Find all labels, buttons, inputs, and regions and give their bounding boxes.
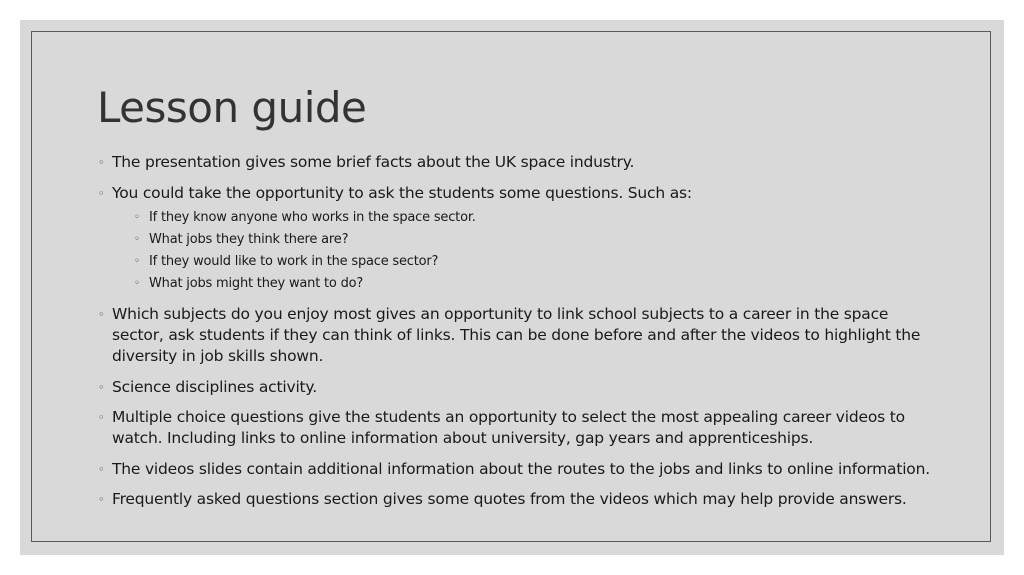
bullet-circle-icon: ◦ bbox=[98, 156, 105, 169]
bullet-item bbox=[98, 377, 938, 398]
bullet-text: You could take the opportunity to ask the students some questions. Such as: bbox=[112, 183, 692, 202]
sub-bullet-circle-icon: ◦ bbox=[134, 277, 140, 289]
bullet-circle-icon: ◦ bbox=[98, 186, 105, 200]
bullet-item bbox=[98, 407, 938, 449]
sub-bullet-list bbox=[112, 207, 938, 295]
sub-bullet-text: What jobs they think there are? bbox=[149, 231, 349, 247]
bullet-text: Frequently asked questions section gives some quotes from the videos which may help provide answers. bbox=[112, 490, 907, 508]
bullet-circle-icon: ◦ bbox=[98, 462, 105, 476]
sub-bullet-text: If they know anyone who works in the space sector. bbox=[149, 209, 476, 225]
slide-body bbox=[98, 152, 938, 520]
sub-bullet-item bbox=[126, 273, 938, 295]
sub-bullet-item bbox=[126, 229, 938, 251]
bullet-text: Multiple choice questions give the students an opportunity to select the most appealing career videos to watch. Including links to online information about university, gap years and apprenticeships. bbox=[112, 408, 905, 447]
sub-bullet-item bbox=[126, 251, 938, 273]
bullet-circle-icon: ◦ bbox=[98, 493, 105, 506]
bullet-circle-icon: ◦ bbox=[98, 380, 105, 394]
sub-bullet-text: What jobs might they want to do? bbox=[149, 275, 364, 291]
bullet-circle-icon: ◦ bbox=[98, 411, 105, 424]
bullet-text: The presentation gives some brief facts about the UK space industry. bbox=[112, 153, 635, 171]
bullet-circle-icon: ◦ bbox=[98, 308, 105, 321]
sub-bullet-circle-icon: ◦ bbox=[134, 255, 140, 267]
slide-title: Lesson guide bbox=[97, 83, 367, 132]
bullet-list bbox=[98, 152, 938, 510]
bullet-item bbox=[98, 459, 938, 480]
sub-bullet-text: If they would like to work in the space sector? bbox=[149, 253, 439, 269]
sub-bullet-circle-icon: ◦ bbox=[134, 211, 140, 223]
bullet-item bbox=[98, 489, 938, 510]
bullet-item bbox=[98, 183, 938, 295]
bullet-item bbox=[98, 304, 938, 367]
sub-bullet-circle-icon: ◦ bbox=[134, 233, 140, 245]
bullet-text: Which subjects do you enjoy most gives an opportunity to link school subjects to a career in the space sector, ask students if they can think of links. This can be done before and after the videos to highlight the diversity in job skills shown. bbox=[112, 305, 921, 365]
bullet-item bbox=[98, 152, 938, 173]
bullet-text: Science disciplines activity. bbox=[112, 377, 317, 396]
bullet-text: The videos slides contain additional information about the routes to the jobs and links to online information. bbox=[112, 459, 930, 478]
sub-bullet-item bbox=[126, 207, 938, 229]
slide bbox=[20, 20, 1004, 555]
